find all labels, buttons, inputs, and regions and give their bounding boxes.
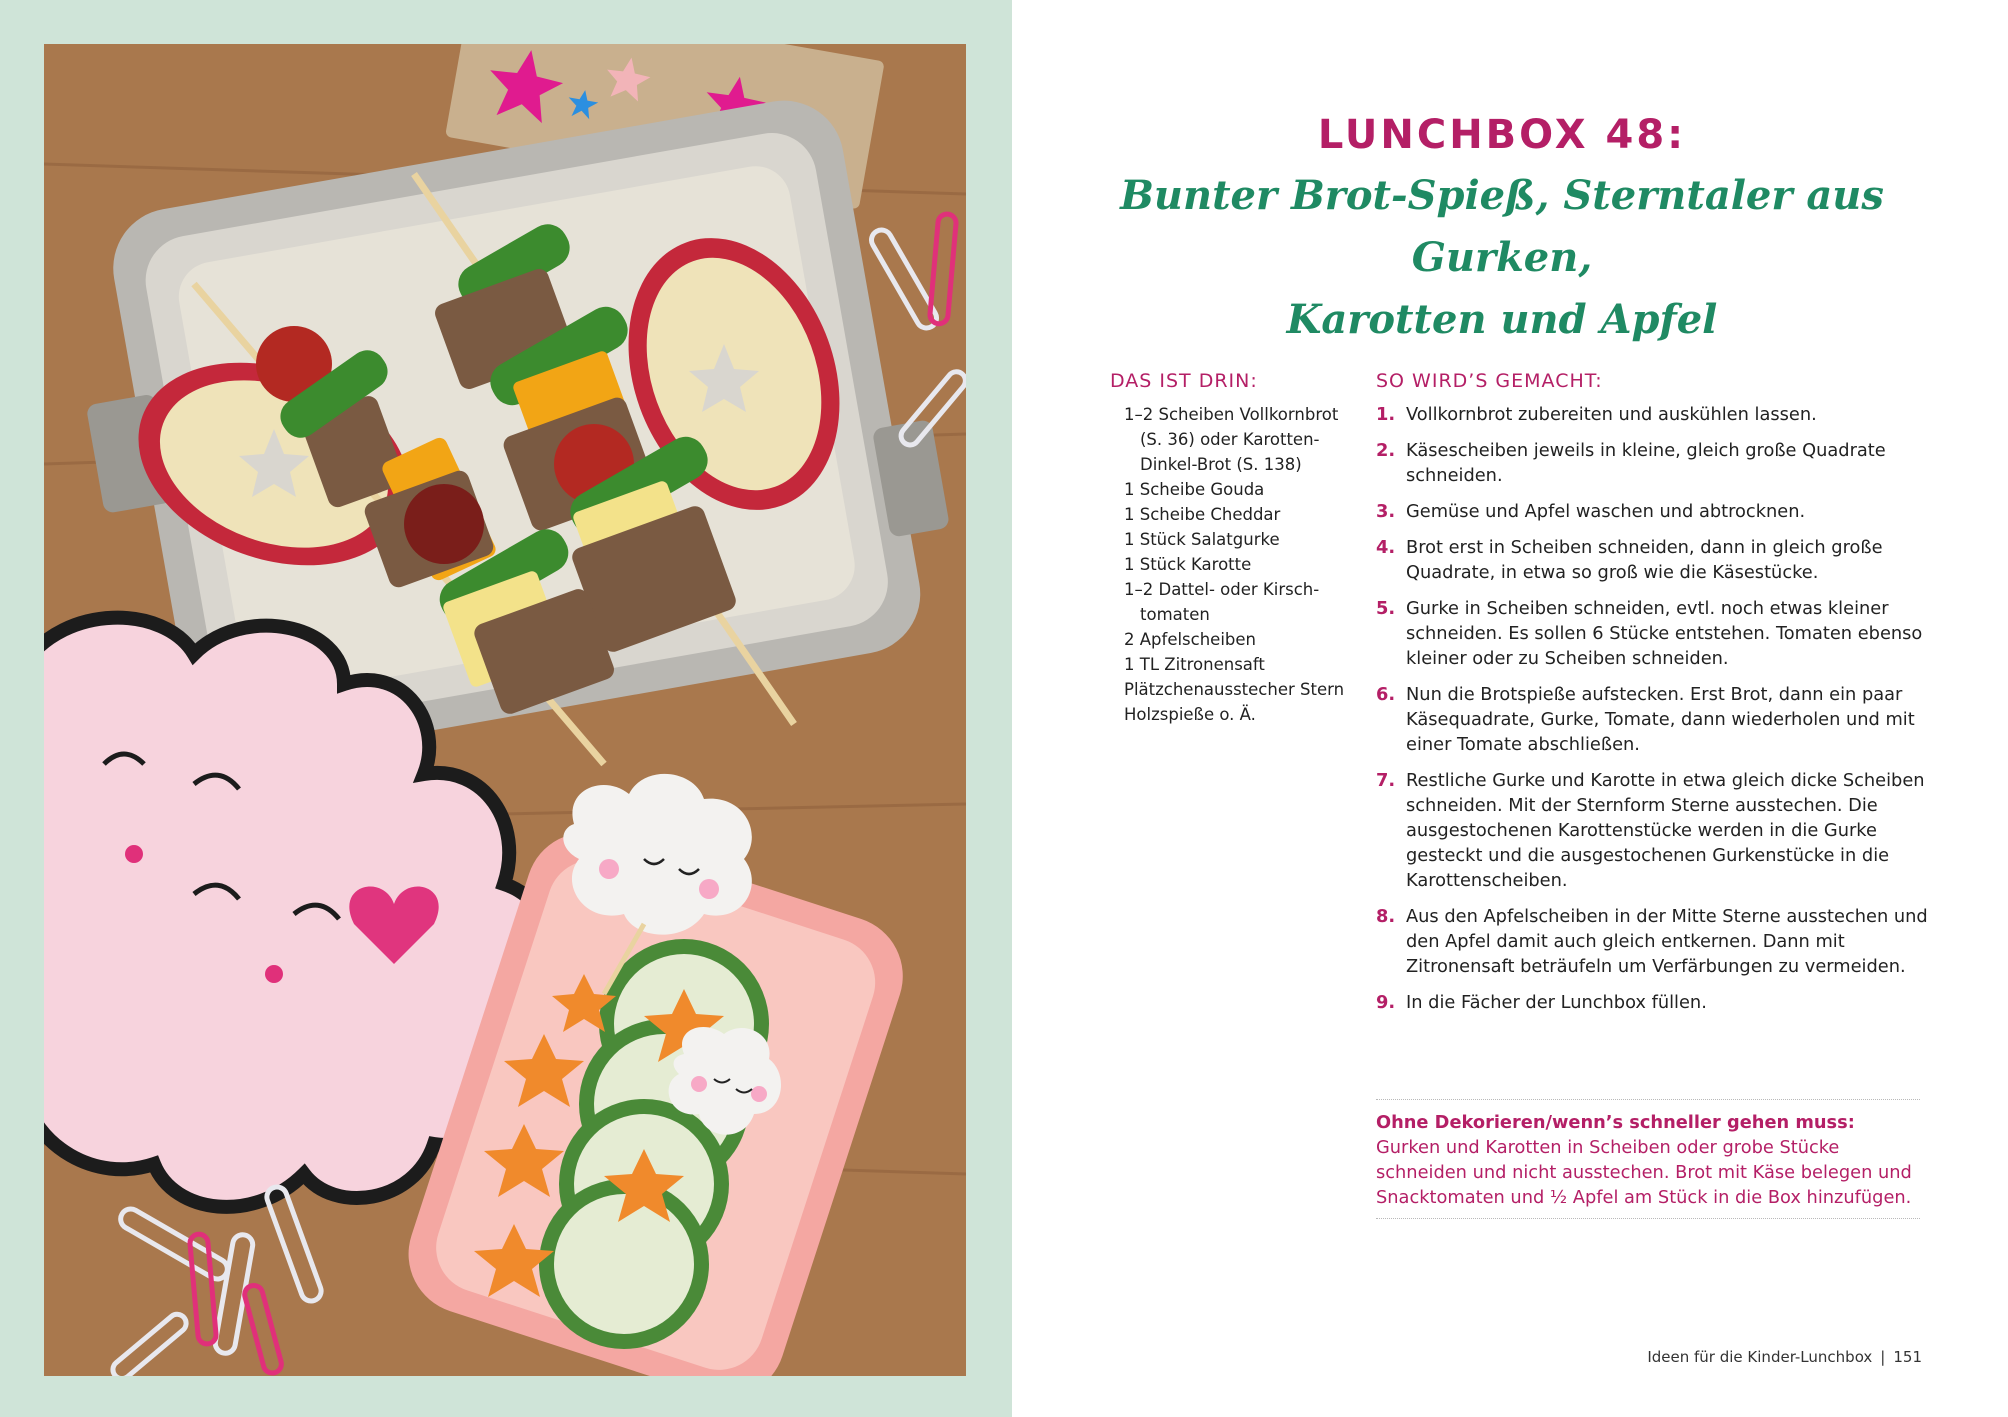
subtitle-line-2: Karotten und Apfel bbox=[1286, 296, 1718, 343]
steps-list bbox=[1376, 402, 1936, 1015]
ingredient-item: 1 Scheibe Cheddar bbox=[1124, 505, 1281, 524]
step-text: Gemüse und Apfel waschen und abtrocknen. bbox=[1406, 501, 1806, 522]
page-number: 151 bbox=[1893, 1348, 1922, 1366]
step-item bbox=[1376, 499, 1936, 524]
lunchbox-photo bbox=[44, 44, 966, 1376]
tip-text: Gurken und Karotten in Scheiben oder grobe Stücke schneiden und nicht ausstechen. Brot mit Käse belegen und Snacktomaten und ½ Apfel am Stück in die Box hinzufügen. bbox=[1376, 1137, 1912, 1208]
ingredient-item: Holzspieße o. Ä. bbox=[1124, 705, 1256, 724]
ingredient-item: tomaten bbox=[1140, 605, 1210, 624]
tip-heading: Ohne Dekorieren/wenn’s schneller gehen muss: bbox=[1376, 1112, 1855, 1133]
step-item bbox=[1376, 596, 1936, 671]
ingredients-heading: DAS IST DRIN: bbox=[1110, 370, 1258, 392]
photo-illustration bbox=[44, 44, 966, 1376]
step-item bbox=[1376, 535, 1936, 585]
step-number: 8. bbox=[1376, 906, 1396, 927]
quick-tip-box bbox=[1376, 1099, 1920, 1219]
step-text: Käsescheiben jeweils in kleine, gleich große Quadrate schneiden. bbox=[1406, 440, 1886, 486]
ingredients-section bbox=[1110, 370, 1370, 727]
ingredient-item: 1–2 Scheiben Vollkornbrot bbox=[1124, 405, 1339, 424]
ingredient-item: 1–2 Dattel- oder Kirsch- bbox=[1124, 580, 1320, 599]
ingredient-item: 1 Stück Salatgurke bbox=[1124, 530, 1280, 549]
step-text: Gurke in Scheiben schneiden, evtl. noch etwas kleiner schneiden. Es sollen 6 Stücke entstehen. Tomaten ebenso kleiner oder zu Scheiben schneiden. bbox=[1406, 598, 1923, 669]
step-item bbox=[1376, 904, 1936, 979]
ingredient-item: 2 Apfelscheiben bbox=[1124, 630, 1256, 649]
step-text: Nun die Brotspieße aufstecken. Erst Brot, dann ein paar Käsequadrate, Gurke, Tomate, dann wiederholen und mit einer Tomate abschließen. bbox=[1406, 684, 1915, 755]
footer-separator: | bbox=[1880, 1348, 1886, 1366]
page-title: LUNCHBOX 48: bbox=[1317, 112, 1687, 158]
method-heading: SO WIRD’S GEMACHT: bbox=[1376, 370, 1603, 392]
step-text: In die Fächer der Lunchbox füllen. bbox=[1406, 992, 1707, 1013]
step-item bbox=[1376, 682, 1936, 757]
subtitle-line-1: Bunter Brot-Spieß, Sterntaler aus Gurken, bbox=[1120, 172, 1884, 281]
step-number: 3. bbox=[1376, 501, 1396, 522]
step-item bbox=[1376, 990, 1936, 1015]
ingredient-item: Dinkel-Brot (S. 138) bbox=[1140, 455, 1302, 474]
step-text: Brot erst in Scheiben schneiden, dann in gleich große Quadrate, in etwa so groß wie die Käsestücke. bbox=[1406, 537, 1883, 583]
step-item bbox=[1376, 438, 1936, 488]
step-text: Restliche Gurke und Karotte in etwa gleich dicke Scheiben schneiden. Mit der Sternform Sterne ausstechen. Die ausgestochenen Karottenstücke werden in die Gurke gesteckt und die ausgestochenen Gurkenstücke in die Karottenscheiben. bbox=[1406, 770, 1925, 891]
step-number: 6. bbox=[1376, 684, 1396, 705]
step-item bbox=[1376, 402, 1936, 427]
footer-section-title: Ideen für die Kinder-Lunchbox bbox=[1647, 1348, 1873, 1366]
ingredient-item: 1 Stück Karotte bbox=[1124, 555, 1252, 574]
step-number: 7. bbox=[1376, 770, 1396, 791]
ingredient-item: 1 Scheibe Gouda bbox=[1124, 480, 1265, 499]
step-number: 5. bbox=[1376, 598, 1396, 619]
step-number: 9. bbox=[1376, 992, 1396, 1013]
step-number: 1. bbox=[1376, 404, 1396, 425]
step-item bbox=[1376, 768, 1936, 893]
step-text: Aus den Apfelscheiben in der Mitte Sterne ausstechen und den Apfel damit auch gleich entkernen. Dann mit Zitronensaft beträufeln um Verfärbungen zu vermeiden. bbox=[1406, 906, 1928, 977]
ingredient-item: (S. 36) oder Karotten- bbox=[1140, 430, 1320, 449]
recipe-subtitle bbox=[1052, 165, 1952, 351]
step-number: 2. bbox=[1376, 440, 1396, 461]
step-number: 4. bbox=[1376, 537, 1396, 558]
step-text: Vollkornbrot zubereiten und auskühlen lassen. bbox=[1406, 404, 1817, 425]
page-footer bbox=[1572, 1348, 1922, 1366]
ingredient-item: Plätzchenausstecher Stern bbox=[1124, 680, 1345, 699]
method-section bbox=[1376, 370, 1936, 1026]
right-page bbox=[1012, 0, 2008, 1417]
ingredient-item: 1 TL Zitronensaft bbox=[1124, 655, 1265, 674]
ingredients-list bbox=[1110, 402, 1370, 727]
